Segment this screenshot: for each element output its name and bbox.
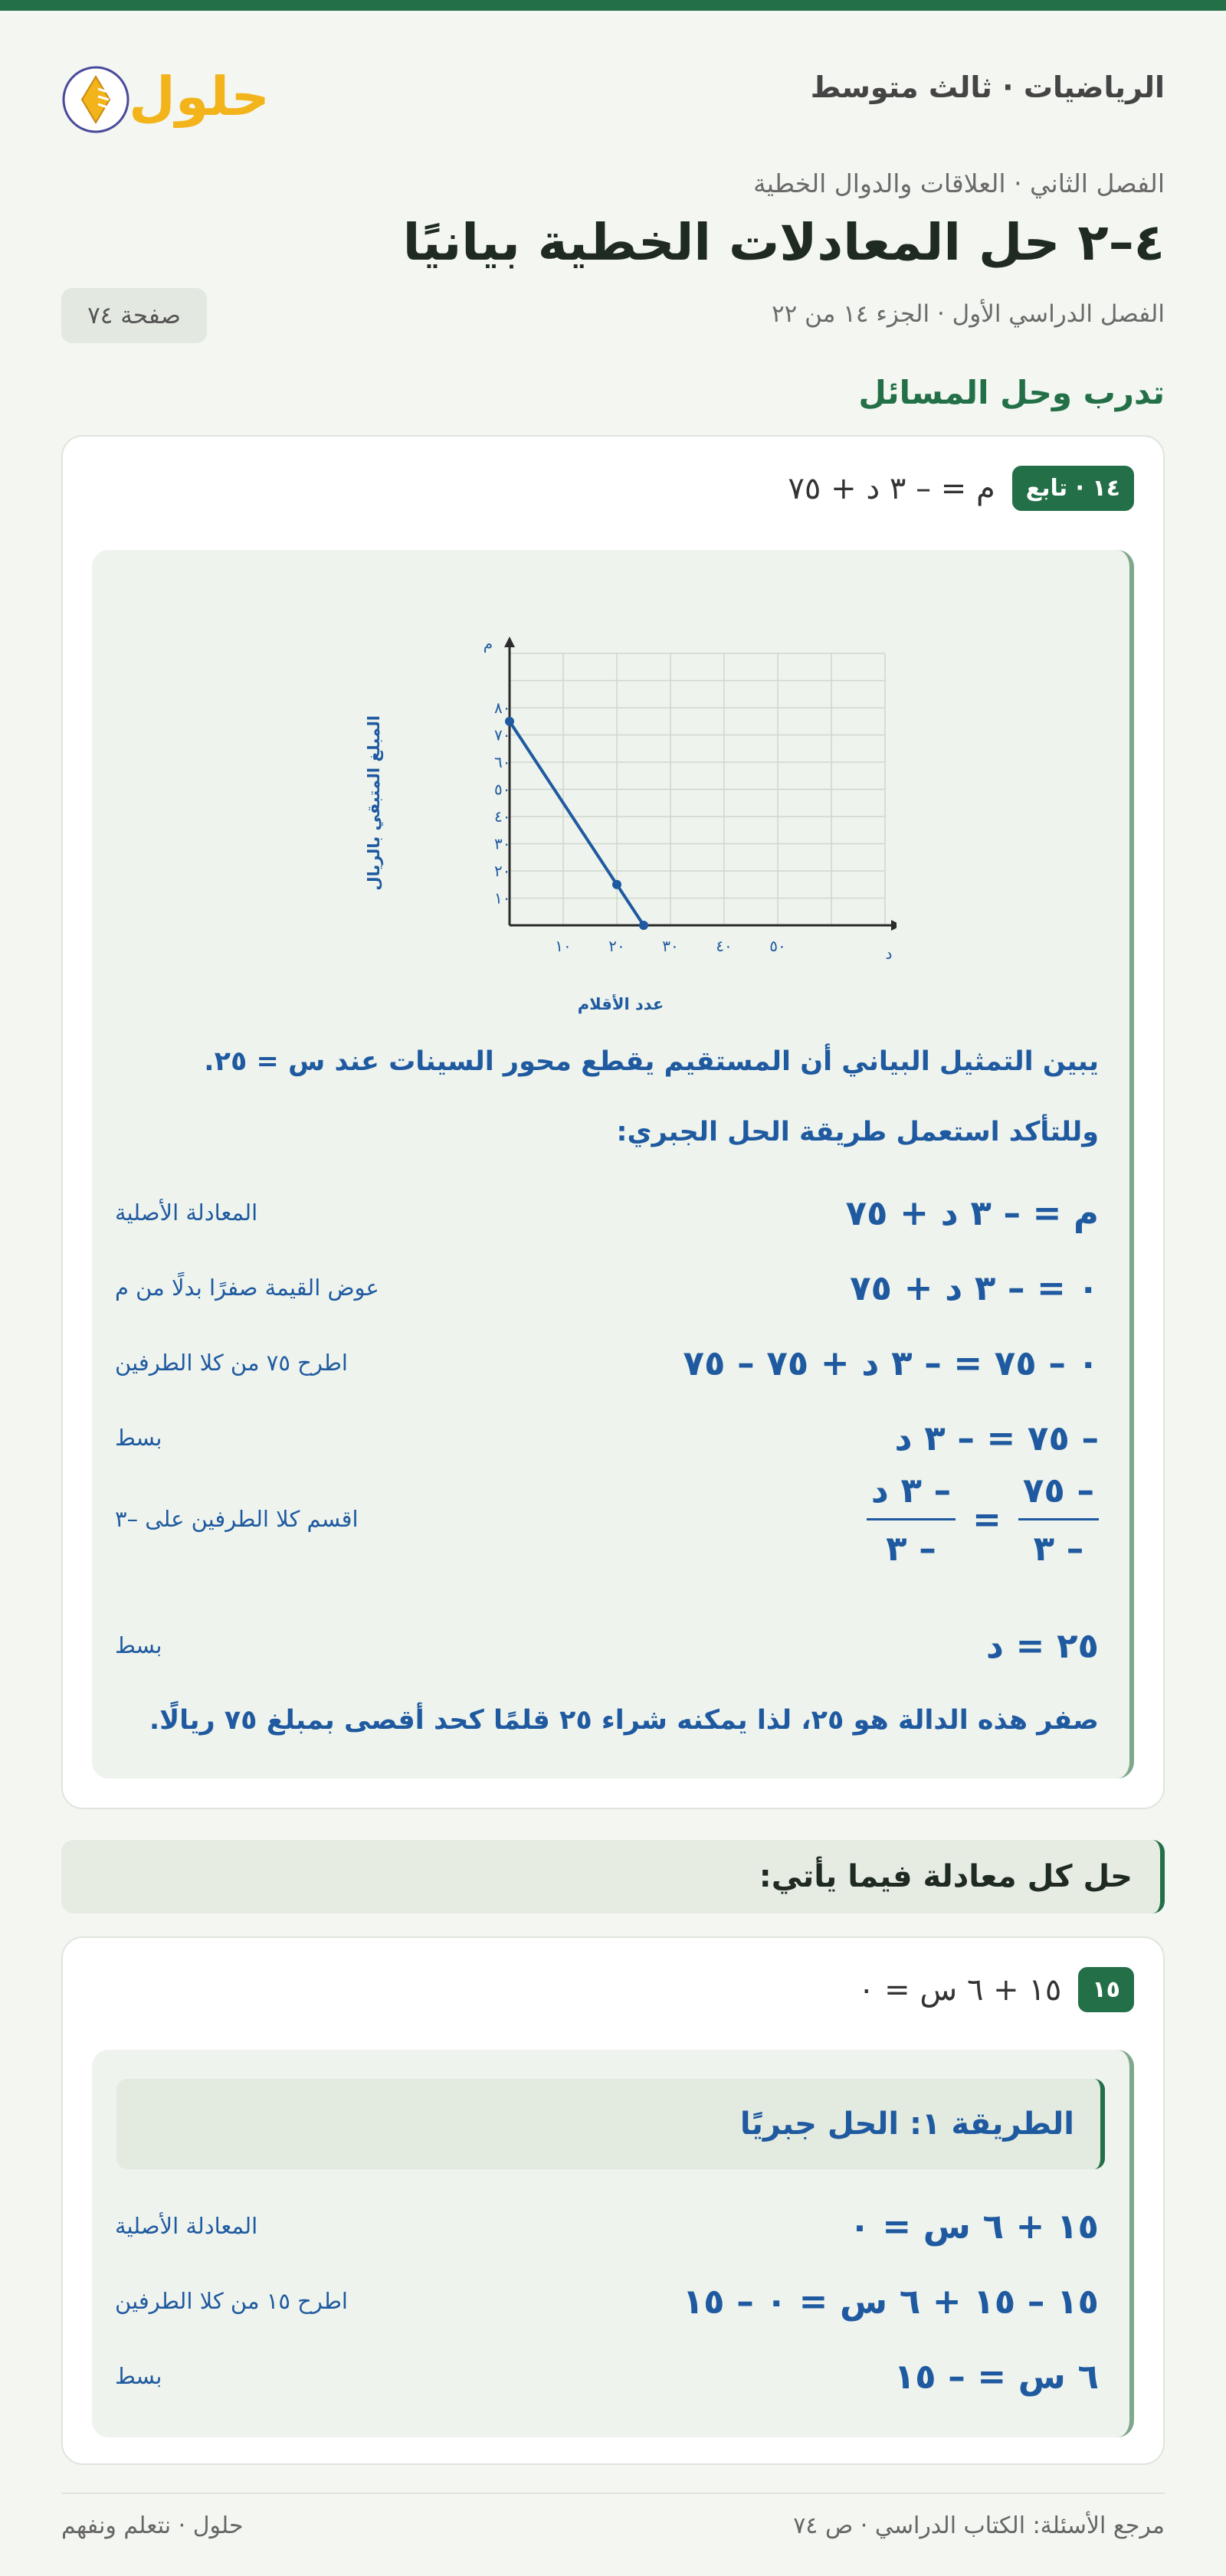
x-tick-label: ٣٠ [662,937,679,955]
x-tick-label: ٤٠ [716,937,733,955]
y-axis-title: المبلغ المتبقي بالريال [365,715,383,891]
page-badge: صفحة ٧٤ [61,288,207,343]
line-chart [345,596,897,1025]
data-point [639,921,648,930]
step-equation: – ٧٥ = – ٣ د [894,1417,1099,1458]
question-header [858,1967,1134,2012]
y-axis-letter: م [483,634,493,653]
y-tick-label: ٨٠ [494,699,511,717]
chapter-label: الفصل الثاني · العلاقات والدوال الخطية [753,169,1165,198]
term-label: الفصل الدراسي الأول · الجزء ١٤ من ٢٢ [771,300,1165,328]
y-tick-label: ٣٠ [494,834,511,853]
subject-label: الرياضيات · ثالث متوسط [810,70,1165,104]
solution-step [115,1190,1099,1236]
y-axis-arrow [504,637,515,647]
solution-step [115,1415,1099,1461]
y-tick-label: ٥٠ [494,780,511,799]
conclusion: صفر هذه الدالة هو ٢٥، لذا يمكنه شراء ٢٥ قلمًا كحد أقصى بمبلغ ٧٥ ريالًا. [149,1705,1099,1736]
fraction-right [867,1470,956,1569]
solution-panel [92,2050,1134,2437]
graph-statement: يبين التمثيل البياني أن المستقيم يقطع محور السينات عند س = ٢٥. [204,1046,1099,1077]
step-equation: ٦ س = – ١٥ [893,2355,1099,2397]
footer-tagline: حلول · نتعلم ونفهم [61,2512,244,2539]
solution-step [115,1265,1099,1311]
fraction-left [1018,1470,1099,1569]
page-header [61,54,1165,138]
fraction-numerator: – ٣ د [867,1470,956,1520]
equals-sign: = [972,1498,1001,1540]
series-line [510,722,644,925]
question-card-15 [61,1936,1165,2465]
question-equation: م = – ٣ د + ٧٥ [788,470,995,506]
data-point [505,717,514,726]
solution-step [115,2203,1099,2249]
solution-panel [92,550,1134,1779]
lesson-title: ٤–٢ حل المعادلات الخطية بيانيًا [402,213,1165,272]
fraction-denominator: – ٣ [1033,1527,1084,1569]
x-axis-letter: د [885,944,893,963]
solution-step [115,1340,1099,1386]
footer-divider [61,2493,1165,2494]
step-equation: ١٥ – ١٥ + ٦ س = ٠ – ١٥ [682,2280,1099,2322]
step-note: بسط [115,1632,162,1658]
step-equation: ٠ – ٧٥ = – ٣ د + ٧٥ – ٧٥ [683,1342,1099,1383]
verify-line: وللتأكد استعمل طريقة الحل الجبري: [616,1117,1099,1147]
step-equation: ١٥ + ٦ س = ٠ [849,2205,1099,2247]
instruction-banner: حل كل معادلة فيما يأتي: [61,1840,1165,1913]
x-tick-label: ٥٠ [769,937,786,955]
step-note: المعادلة الأصلية [115,2213,258,2239]
step-note: عوض القيمة صفرًا بدلًا من م [115,1275,379,1301]
top-accent-bar [0,0,1226,11]
question-number-badge: ١٤ · تابع [1012,466,1134,511]
y-tick-label: ٦٠ [494,753,511,771]
y-tick-label: ٤٠ [494,807,511,826]
solution-step [115,2353,1099,2399]
y-tick-label: ١٠ [494,889,511,908]
section-title: تدرب وحل المسائل [858,374,1165,411]
question-card-14 [61,435,1165,1809]
y-tick-label: ٧٠ [494,725,511,745]
step-note: اطرح ١٥ من كلا الطرفين [115,2288,348,2314]
x-axis-title: عدد الأقلام [577,995,664,1013]
step-equation: ٠ = – ٣ د + ٧٥ [850,1267,1099,1308]
footer-reference: مرجع الأسئلة: الكتاب الدراسي · ص ٧٤ [793,2512,1165,2539]
step-equation: م = – ٣ د + ٧٥ [845,1192,1099,1233]
logo-wordmark: حلول [129,65,270,128]
step-note: المعادلة الأصلية [115,1200,258,1226]
fraction-numerator: – ٧٥ [1018,1470,1099,1520]
x-tick-label: ٢٠ [608,937,625,955]
fraction-step [115,1461,1099,1576]
method-title: الطريقة ١: الحل جبريًا [116,2079,1105,2169]
question-header [788,466,1134,511]
step-note: بسط [115,1425,162,1451]
question-equation: ١٥ + ٦ س = ٠ [857,1972,1062,2008]
solution-step [115,2278,1099,2324]
fraction-equation [867,1470,1099,1569]
step-note: اقسم كلا الطرفين على –٣ [115,1506,359,1532]
solution-step [115,1622,1099,1668]
y-tick-label: ٢٠ [494,862,511,880]
question-number-badge: ١٥ [1078,1967,1134,2012]
data-point [612,880,621,889]
hulool-logo [61,54,276,138]
step-note: بسط [115,2363,162,2389]
fraction-denominator: – ٣ [886,1527,936,1569]
x-axis-arrow [891,920,897,931]
step-note: اطرح ٧٥ من كلا الطرفين [115,1350,348,1376]
x-tick-label: ١٠ [555,937,572,955]
step-equation: ٢٥ = د [985,1625,1099,1666]
